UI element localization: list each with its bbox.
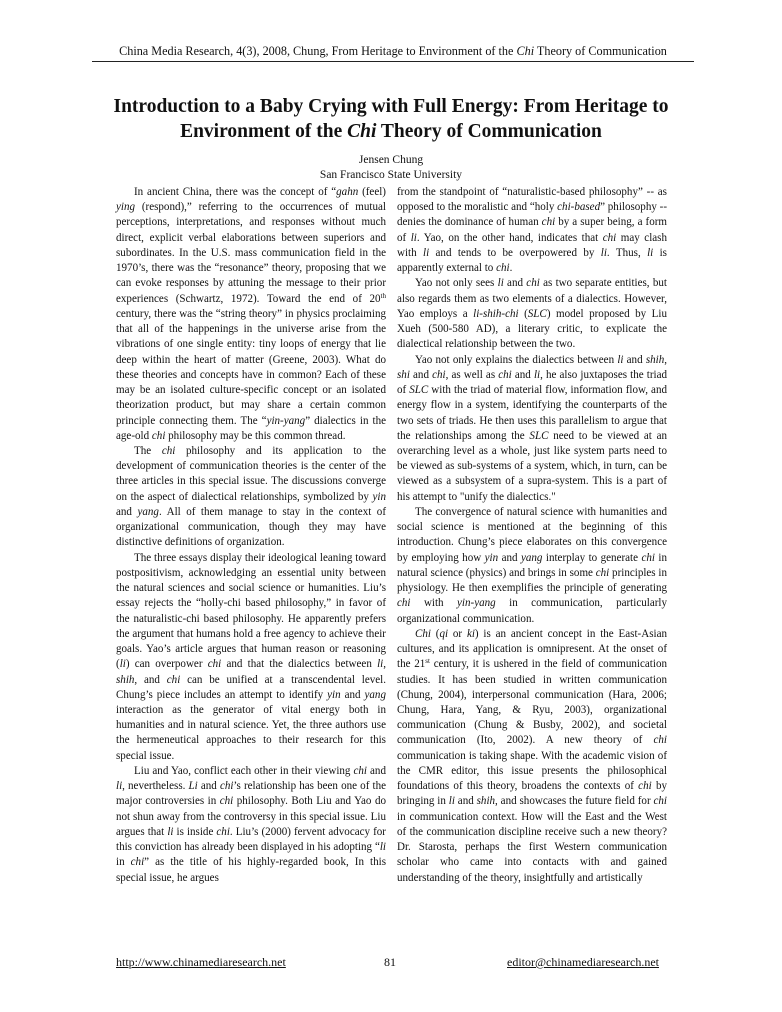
page-number: 81 [384,955,396,969]
paragraph: The three essays display their ideological leaning toward postpositivism, acknowledging an essential unity between the natural sciences and social science or humanities. Liu’s essay rejects the “holly-chi based philosophy,” in favor of the naturalistic-chi based philosophy. He apparently prefers the argument that humans hold a free agency to achieve their goals. Yao’s article argues that human reason or reasoning (li) can overpower chi and that the dialectics between li, shih, and chi can be unified at a transcendental level. Chung’s piece includes an attempt to identify yin and yang interaction as the generator of vital energy both in humanities and in natural science. Yet, the three authors use the hermeneutical approaches to their research for this special issue. [116,551,386,762]
paragraph: In ancient China, there was the concept of “gahn (feel) ying (respond),” referring to the occurrences of mutual perceptions, interpretations, and responses without much direct, explicit verbal elaborations between superiors and subordinates. In the U.S. mass communication field in the 1970’s, there was the “resonance” theory, proposing that we can evoke responses by attuning the message to their prior experiences (Schwartz, 1972). Toward the end of 20th century, there was the “string theory” in physics proclaiming that all of the happenings in the universe arise from the vibrations of one single entity: tiny loops of energy that lie deep within the heart of matter (Greene, 2003). What do these theories and concepts have in common? Each of these may be an isolated culture-specific concept or an isolated theorization product, but may share a certain common principle connecting them. The “yin-yang” dialectics in the age-old chi philosophy may be this common thread. [116,186,386,442]
author-affiliation: San Francisco State University [319,169,463,181]
running-head: China Media Research, 4(3), 2008, Chung, From Heritage to Environment of the Chi Theory of Communication [119,44,667,58]
footer-url-link[interactable]: http://www.chinamediaresearch.net [116,955,286,969]
paragraph: Liu and Yao, conflict each other in their viewing chi and li, nevertheless. Li and chi’s relationship has been one of the major controversies in chi philosophy. Both Liu and Yao do not shun away from the controversy in this special issue. Liu argues that li is inside chi. Liu’s (2000) fervent advocacy for this conviction has already been displayed in his adopting “li in chi” as the title of his highly-regarded book, In this special issue, he argues [116,764,386,884]
article-title: Introduction to a Baby Crying with Full Energy: From Heritage to Environment of the Chi Theory of Communication [113,96,669,142]
paragraph: from the standpoint of “naturalistic-based philosophy” -- as opposed to the moralistic and “holy chi-based” philosophy -- denies the dominance of human chi by a super being, a form of li. Yao, on the other hand, indicates that chi may clash with li and tends to be overpowered by li. Thus, li is apparently external to chi. [397,186,668,275]
paragraph: Chi (qi or ki) is an ancient concept in the East-Asian cultures, and its application is omnipresent. At the onset of the 21st century, it is ushered in the field of communication studies. It has been studied in written communication (Chung, 2004), interpersonal communication (Hara, 2006; Chung, Hara, Yang, & Ryu, 2003), organizational communication (Chung & Busby, 2002), and societal communication (Ito, 2002). A new theory of chi communication is taking shape. With the academic vision of the CMR editor, this issue presents the philosophical foundations of this theory, broadens the contexts of chi by bringing in li and shih, and showcases the future field for chi in communication context. How will the East and the West of the communication discipline receive such a new theory? Dr. Starosta, perhaps the first Western communication scholar who came into contacts with and gained understanding of the theory, insightfully and artistically [397,627,667,884]
paragraph: Yao not only sees li and chi as two separate entities, but also regards them as two elements of a dialectics. However, Yao employs a li-shih-chi (SLC) model proposed by Liu Xueh (500-580 AD), a literary critic, to explicate the dialectical relationship between the two. [397,277,667,351]
paragraph: Yao not only explains the dialectics between li and shih, shi and chi, as well as chi and li, he also juxtaposes the triad of SLC with the triad of material flow, information flow, and energy flow in a system, identifying the counterparts of the two sets of triads. He then uses this parallelism to argue that the relationships among the SLC need to be viewed at an overarching level as a whole, just like system parts need to be viewed as sub-systems of a system, which, in turn, can be viewed as a subsystem of a supra-system. This is a part of his attempt to "unify the dialectics." [397,353,668,503]
left-column [116,185,386,886]
paragraph: The chi philosophy and its application to the development of communication theories is the center of the three articles in this special issue. The discussions converge on the aspect of dialectical relationships, symbolized by yin and yang. All of them manage to stay in the context of organizational communication, though they may have distinctive definitions of organization. [116,444,386,549]
right-column [397,185,667,886]
paragraph: The convergence of natural science with humanities and social science is mentioned at the beginning of this introduction. Chung’s piece elaborates on this convergence by employing how yin and yang interplay to generate chi in natural science (physics) and brings in some chi principles in physiology. He then exemplifies the principle of generating chi with yin-yang in communication, particularly organizational communication. [397,505,668,625]
author-block [150,153,632,183]
author-name: Jensen Chung [358,154,424,166]
header-rule [92,61,694,62]
footer-email-link[interactable]: editor@chinamediaresearch.net [507,955,659,969]
